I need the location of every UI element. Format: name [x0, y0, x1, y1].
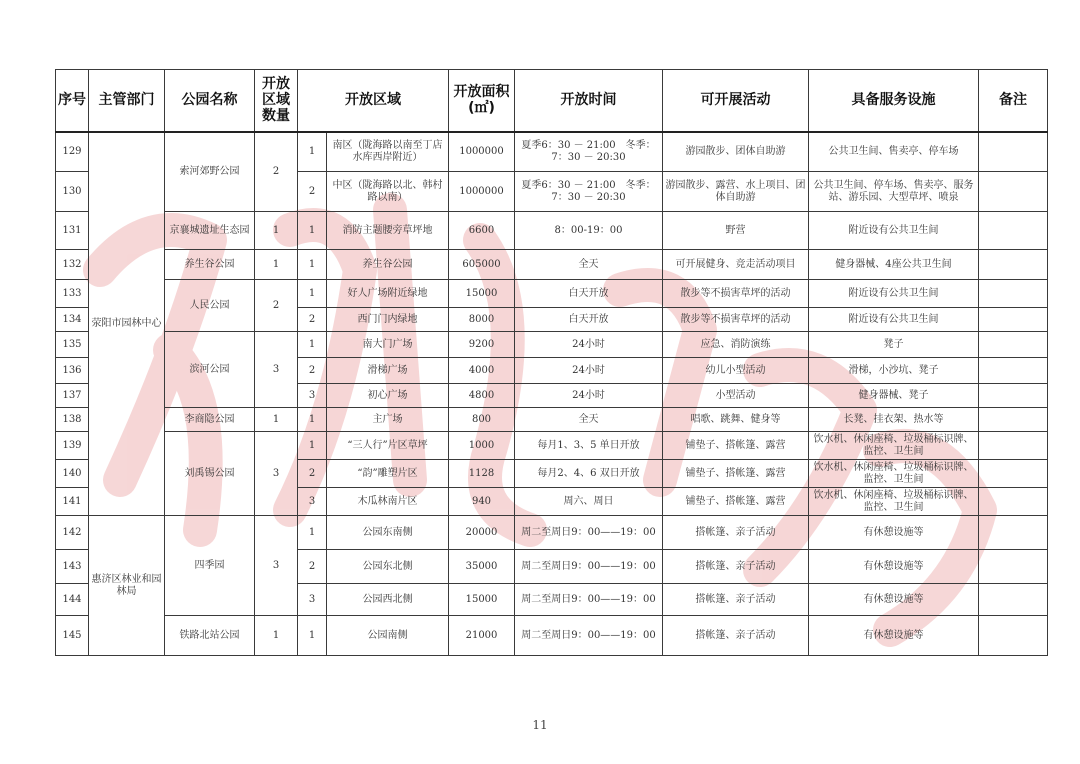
remarks-cell: [979, 358, 1048, 384]
row-seq: 129: [56, 132, 89, 172]
remarks-cell: [979, 384, 1048, 408]
table-row: [56, 432, 1048, 460]
row-seq: 140: [56, 460, 89, 488]
activities-cell: 小型活动: [663, 384, 809, 408]
facilities-cell: 附近设有公共卫生间: [809, 280, 979, 308]
area-index: 1: [298, 212, 327, 250]
activities-cell: 应急、消防演练: [663, 332, 809, 358]
area-cell: 南大门广场: [327, 332, 449, 358]
time-cell: 周六、周日: [515, 488, 663, 516]
activities-cell: 搭帐篷、亲子活动: [663, 616, 809, 656]
header-count: 开放区域数量: [255, 70, 298, 132]
row-seq: 133: [56, 280, 89, 308]
park-cell: 铁路北站公园: [165, 616, 255, 656]
size-cell: 35000: [449, 550, 515, 584]
size-cell: 1000: [449, 432, 515, 460]
remarks-cell: [979, 172, 1048, 212]
time-cell: 24小时: [515, 332, 663, 358]
row-seq: 137: [56, 384, 89, 408]
header-row: [56, 70, 1048, 132]
area-index: 2: [298, 172, 327, 212]
dept-cell: 惠济区林业和园林局: [89, 516, 165, 656]
header-park: 公园名称: [165, 70, 255, 132]
time-cell: 周二至周日9：00——19：00: [515, 550, 663, 584]
area-index: 1: [298, 516, 327, 550]
area-cell: 公园东南侧: [327, 516, 449, 550]
park-cell: 滨河公园: [165, 332, 255, 408]
activities-cell: 散步等不损害草坪的活动: [663, 280, 809, 308]
count-cell: 3: [255, 332, 298, 408]
size-cell: 21000: [449, 616, 515, 656]
activities-cell: 游园散步、团体自助游: [663, 132, 809, 172]
area-index: 1: [298, 332, 327, 358]
row-seq: 141: [56, 488, 89, 516]
area-cell: 南区（陇海路以南至丁店水库西岸附近）: [327, 132, 449, 172]
area-index: 3: [298, 384, 327, 408]
table-row: [56, 280, 1048, 308]
time-cell: 白天开放: [515, 280, 663, 308]
time-cell: 夏季6：30 － 21:00 冬季：7：30 － 20:30: [515, 172, 663, 212]
activities-cell: 唱歌、跳舞、健身等: [663, 408, 809, 432]
facilities-cell: 健身器械、4座公共卫生间: [809, 250, 979, 280]
remarks-cell: [979, 616, 1048, 656]
row-seq: 132: [56, 250, 89, 280]
count-cell: 2: [255, 280, 298, 332]
facilities-cell: 有休憩设施等: [809, 550, 979, 584]
size-cell: 605000: [449, 250, 515, 280]
area-index: 3: [298, 488, 327, 516]
facilities-cell: 健身器械、凳子: [809, 384, 979, 408]
count-cell: 1: [255, 212, 298, 250]
open-park-table: [55, 69, 1048, 656]
remarks-cell: [979, 250, 1048, 280]
size-cell: 4800: [449, 384, 515, 408]
area-cell: 中区（陇海路以北、韩村路以南）: [327, 172, 449, 212]
count-cell: 2: [255, 132, 298, 212]
area-cell: 主广场: [327, 408, 449, 432]
park-cell: 人民公园: [165, 280, 255, 332]
header-size: 开放面积(㎡): [449, 70, 515, 132]
activities-cell: 铺垫子、搭帐篷、露营: [663, 432, 809, 460]
activities-cell: 可开展健身、竞走活动项目: [663, 250, 809, 280]
remarks-cell: [979, 408, 1048, 432]
facilities-cell: 饮水机、休闲座椅、垃圾桶标识牌、监控、卫生间: [809, 488, 979, 516]
dept-cell: 荥阳市园林中心: [89, 132, 165, 516]
area-cell: 好人广场附近绿地: [327, 280, 449, 308]
table-row: [56, 250, 1048, 280]
area-index: 1: [298, 280, 327, 308]
time-cell: 每月2、4、6 双日开放: [515, 460, 663, 488]
remarks-cell: [979, 332, 1048, 358]
row-seq: 139: [56, 432, 89, 460]
area-cell: 初心广场: [327, 384, 449, 408]
area-cell: 公园东北侧: [327, 550, 449, 584]
row-seq: 130: [56, 172, 89, 212]
activities-cell: 散步等不损害草坪的活动: [663, 308, 809, 332]
size-cell: 15000: [449, 280, 515, 308]
area-cell: 滑梯广场: [327, 358, 449, 384]
park-cell: 京襄城遗址生态园: [165, 212, 255, 250]
area-index: 1: [298, 250, 327, 280]
row-seq: 144: [56, 584, 89, 616]
count-cell: 1: [255, 408, 298, 432]
table-row: [56, 408, 1048, 432]
time-cell: 24小时: [515, 358, 663, 384]
row-seq: 145: [56, 616, 89, 656]
time-cell: 全天: [515, 250, 663, 280]
size-cell: 6600: [449, 212, 515, 250]
park-cell: 索河郊野公园: [165, 132, 255, 212]
facilities-cell: 有休憩设施等: [809, 516, 979, 550]
count-cell: 1: [255, 616, 298, 656]
size-cell: 940: [449, 488, 515, 516]
park-cell: 李商隐公园: [165, 408, 255, 432]
remarks-cell: [979, 280, 1048, 308]
size-cell: 1000000: [449, 132, 515, 172]
remarks-cell: [979, 132, 1048, 172]
facilities-cell: 饮水机、休闲座椅、垃圾桶标识牌、监控、卫生间: [809, 432, 979, 460]
remarks-cell: [979, 584, 1048, 616]
park-cell: 四季园: [165, 516, 255, 616]
size-cell: 4000: [449, 358, 515, 384]
area-cell: 公园南侧: [327, 616, 449, 656]
row-seq: 134: [56, 308, 89, 332]
time-cell: 周二至周日9：00——19：00: [515, 616, 663, 656]
activities-cell: 游园散步、露营、水上项目、团体自助游: [663, 172, 809, 212]
activities-cell: 搭帐篷、亲子活动: [663, 550, 809, 584]
area-cell: 木瓜林南片区: [327, 488, 449, 516]
area-index: 1: [298, 432, 327, 460]
area-index: 2: [298, 550, 327, 584]
activities-cell: 搭帐篷、亲子活动: [663, 584, 809, 616]
area-index: 1: [298, 408, 327, 432]
facilities-cell: 公共卫生间、停车场、售卖亭、服务站、游乐园、大型草坪、喷泉: [809, 172, 979, 212]
area-cell: “三人行”片区草坪: [327, 432, 449, 460]
table-row: [56, 516, 1048, 550]
remarks-cell: [979, 460, 1048, 488]
activities-cell: 幼儿小型活动: [663, 358, 809, 384]
header-remarks: 备注: [979, 70, 1048, 132]
page-number: 11: [532, 718, 548, 732]
time-cell: 夏季6：30 － 21:00 冬季：7：30 － 20:30: [515, 132, 663, 172]
count-cell: 1: [255, 250, 298, 280]
park-cell: 刘禹锡公园: [165, 432, 255, 516]
header-seq: 序号: [56, 70, 89, 132]
remarks-cell: [979, 488, 1048, 516]
size-cell: 9200: [449, 332, 515, 358]
row-seq: 143: [56, 550, 89, 584]
area-cell: 西门门内绿地: [327, 308, 449, 332]
row-seq: 131: [56, 212, 89, 250]
area-index: 1: [298, 132, 327, 172]
time-cell: 全天: [515, 408, 663, 432]
facilities-cell: 凳子: [809, 332, 979, 358]
size-cell: 1128: [449, 460, 515, 488]
facilities-cell: 公共卫生间、售卖亭、停车场: [809, 132, 979, 172]
area-cell: 养生谷公园: [327, 250, 449, 280]
activities-cell: 搭帐篷、亲子活动: [663, 516, 809, 550]
header-activities: 可开展活动: [663, 70, 809, 132]
area-index: 3: [298, 584, 327, 616]
area-cell: 公园西北侧: [327, 584, 449, 616]
row-seq: 135: [56, 332, 89, 358]
time-cell: 周二至周日9：00——19：00: [515, 516, 663, 550]
row-seq: 142: [56, 516, 89, 550]
activities-cell: 野营: [663, 212, 809, 250]
facilities-cell: 附近设有公共卫生间: [809, 308, 979, 332]
activities-cell: 铺垫子、搭帐篷、露营: [663, 488, 809, 516]
activities-cell: 铺垫子、搭帐篷、露营: [663, 460, 809, 488]
table-row: [56, 616, 1048, 656]
size-cell: 800: [449, 408, 515, 432]
facilities-cell: 饮水机、休闲座椅、垃圾桶标识牌、监控、卫生间: [809, 460, 979, 488]
row-seq: 136: [56, 358, 89, 384]
header-time: 开放时间: [515, 70, 663, 132]
time-cell: 8：00-19：00: [515, 212, 663, 250]
header-dept: 主管部门: [89, 70, 165, 132]
count-cell: 3: [255, 516, 298, 616]
size-cell: 1000000: [449, 172, 515, 212]
row-seq: 138: [56, 408, 89, 432]
park-cell: 养生谷公园: [165, 250, 255, 280]
area-cell: 消防主题腰旁草坪地: [327, 212, 449, 250]
count-cell: 3: [255, 432, 298, 516]
table-row: [56, 132, 1048, 172]
header-facilities: 具备服务设施: [809, 70, 979, 132]
area-index: 2: [298, 308, 327, 332]
time-cell: 24小时: [515, 384, 663, 408]
area-index: 2: [298, 358, 327, 384]
header-area: 开放区域: [298, 70, 449, 132]
area-index: 1: [298, 616, 327, 656]
time-cell: 周二至周日9：00——19：00: [515, 584, 663, 616]
area-cell: “韵”雕塑片区: [327, 460, 449, 488]
facilities-cell: 附近设有公共卫生间: [809, 212, 979, 250]
facilities-cell: 长凳、挂衣架、热水等: [809, 408, 979, 432]
remarks-cell: [979, 516, 1048, 550]
table-row: [56, 332, 1048, 358]
time-cell: 白天开放: [515, 308, 663, 332]
size-cell: 15000: [449, 584, 515, 616]
remarks-cell: [979, 212, 1048, 250]
remarks-cell: [979, 308, 1048, 332]
facilities-cell: 滑梯，小沙坑、凳子: [809, 358, 979, 384]
area-index: 2: [298, 460, 327, 488]
remarks-cell: [979, 550, 1048, 584]
size-cell: 20000: [449, 516, 515, 550]
facilities-cell: 有休憩设施等: [809, 584, 979, 616]
facilities-cell: 有休憩设施等: [809, 616, 979, 656]
size-cell: 8000: [449, 308, 515, 332]
time-cell: 每月1、3、5 单日开放: [515, 432, 663, 460]
remarks-cell: [979, 432, 1048, 460]
table-row: [56, 212, 1048, 250]
